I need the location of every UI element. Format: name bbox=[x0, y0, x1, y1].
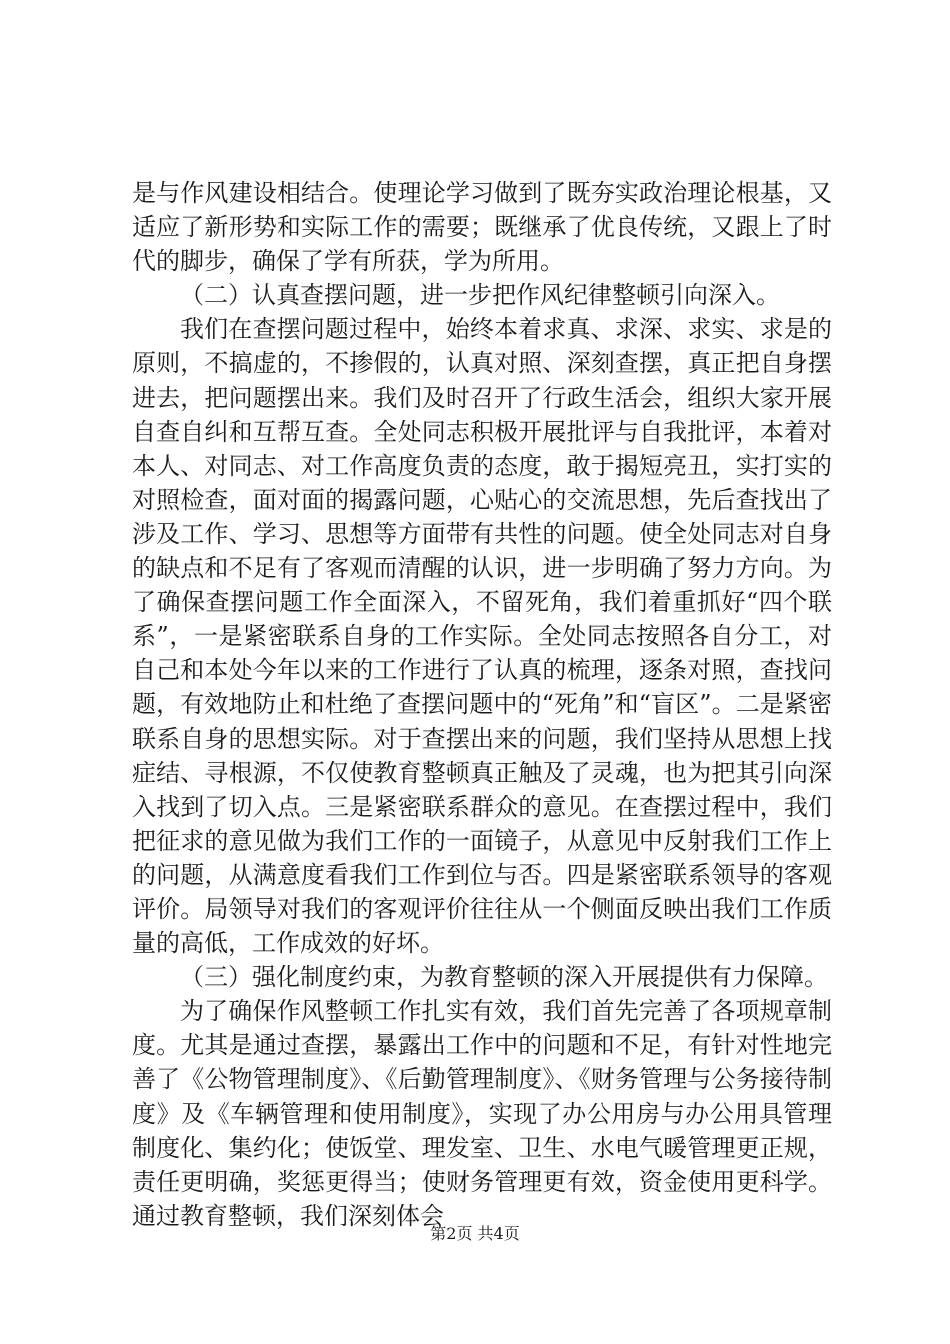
body-text bbox=[132, 176, 832, 1233]
page-number-label: 第2页 共4页 bbox=[430, 1224, 520, 1243]
paragraph-continuation: 是与作风建设相结合。使理论学习做到了既夯实政治理论根基，又适应了新形势和实际工作的需要；既继承了优良传统，又跟上了时代的脚步，确保了学有所获，学为所用。 bbox=[132, 179, 832, 276]
paragraph-section-3: 为了确保作风整顿工作扎实有效，我们首先完善了各项规章制度。尤其是通过查摆，暴露出工作中的问题和不足，有针对性地完善了《公物管理制度》、《后勤管理制度》、《财务管理与公务接待制度》及《车辆管理和使用制度》，实现了办公用房与办公用具管理制度化、集约化；使饭堂、理发室、卫生、水电气暖管理更正规，责任更明确，奖惩更得当；使财务管理更有效，资金使用更科学。通过教育整顿，我们深刻体会 bbox=[132, 997, 832, 1230]
section-heading-2: （二）认真查摆问题，进一步把作风纪律整顿引向深入。 bbox=[180, 281, 780, 310]
paragraph-section-2: 我们在查摆问题过程中，始终本着求真、求深、求实、求是的原则，不搞虚的，不掺假的，认真对照、深刻查摆，真正把自身摆进去，把问题摆出来。我们及时召开了行政生活会，组织大家开展自查自纠和互帮互查。全处同志积极开展批评与自我批评，本着对本人、对同志、对工作高度负责的态度，敢于揭短亮丑，实打实的对照检查，面对面的揭露问题，心贴心的交流思想，先后查找出了涉及工作、学习、思想等方面带有共性的问题。使全处同志对自身的缺点和不足有了客观而清醒的认识，进一步明确了努力方向。为了确保查摆问题工作全面深入，不留死角，我们着重抓好“四个联系”，一是紧密联系自身的工作实际。全处同志按照各自分工，对自己和本处今年以来的工作进行了认真的梳理，逐条对照，查找问题，有效地防止和杜绝了查摆问题中的“死角”和“盲区”。二是紧密联系自身的思想实际。对于查摆出来的问题，我们坚持从思想上找症结、寻根源，不仅使教育整顿真正触及了灵魂，也为把其引向深入找到了切入点。三是紧密联系群众的意见。在查摆过程中，我们把征求的意见做为我们工作的一面镜子，从意见中反射我们工作上的问题，从满意度看我们工作到位与否。四是紧密联系领导的客观评价。局领导对我们的客观评价往往从一个侧面反映出我们工作质量的高低，工作成效的好坏。 bbox=[132, 315, 832, 958]
page-footer bbox=[0, 1224, 950, 1244]
section-heading-3: （三）强化制度约束，为教育整顿的深入开展提供有力保障。 bbox=[180, 963, 828, 992]
